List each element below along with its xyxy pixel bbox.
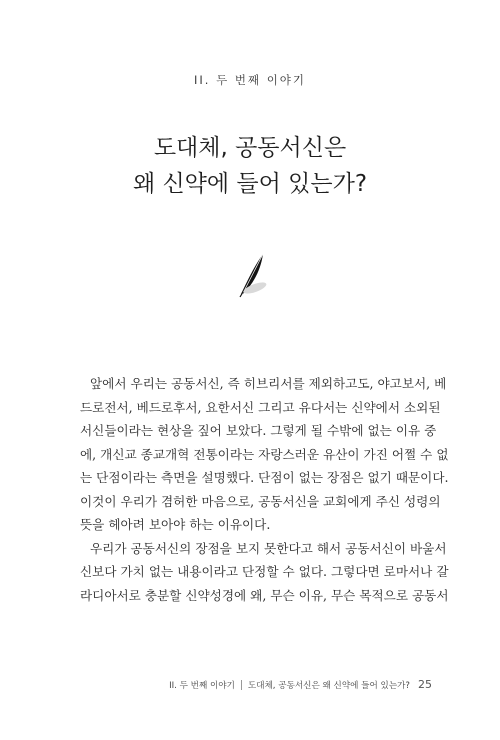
text-line: 는 단점이라는 측면을 설명했다. 단점이 없는 장점은 없기 때문이다. [80,470,449,485]
text-line: 앞에서 우리는 공동서신, 즉 히브리서를 제외하고도, 야고보서, 베 [90,376,447,391]
feather-quill-icon [233,250,273,300]
footer-chapter: 도대체, 공동서신은 왜 신약에 들어 있는가? [247,680,410,691]
chapter-title-line-1: 도대체, 공동서신은 [153,135,347,161]
page-number: 25 [418,678,432,691]
text-line: 뜻을 헤아려 보아야 하는 이유이다. [80,517,271,532]
text-line: 이것이 우리가 겸허한 마음으로, 공동서신을 교회에게 주신 성령의 [80,493,441,509]
section-label: II. 두 번째 이야기 [193,73,307,87]
page-footer [169,678,432,691]
text-line: 신보다 가치 없는 내용이라고 단정할 수 없다. 그렇다면 로마서나 갈 [80,564,449,579]
text-line: 에, 개신교 종교개혁 전통이라는 자랑스러운 유산이 가진 어쩔 수 없 [80,446,449,462]
body-text [80,372,449,607]
paragraph [80,372,449,537]
text-line: 라디아서로 충분할 신약성경에 왜, 무슨 이유, 무슨 목적으로 공동서 [80,587,449,603]
text-line: 우리가 공동서신의 장점을 보지 못한다고 해서 공동서신이 바울서 [90,540,447,556]
text-line: 서신들이라는 현상을 짚어 보았다. 그렇게 될 수밖에 없는 이유 중 [80,423,437,438]
footer-section: II. 두 번째 이야기 [169,680,235,691]
text-line: 드로전서, 베드로후서, 요한서신 그리고 유다서는 신약에서 소외된 [80,399,441,415]
footer-divider [241,680,242,690]
chapter-title-line-2: 왜 신약에 들어 있는가? [132,171,368,197]
chapter-title [0,130,500,202]
paragraph [80,537,449,608]
